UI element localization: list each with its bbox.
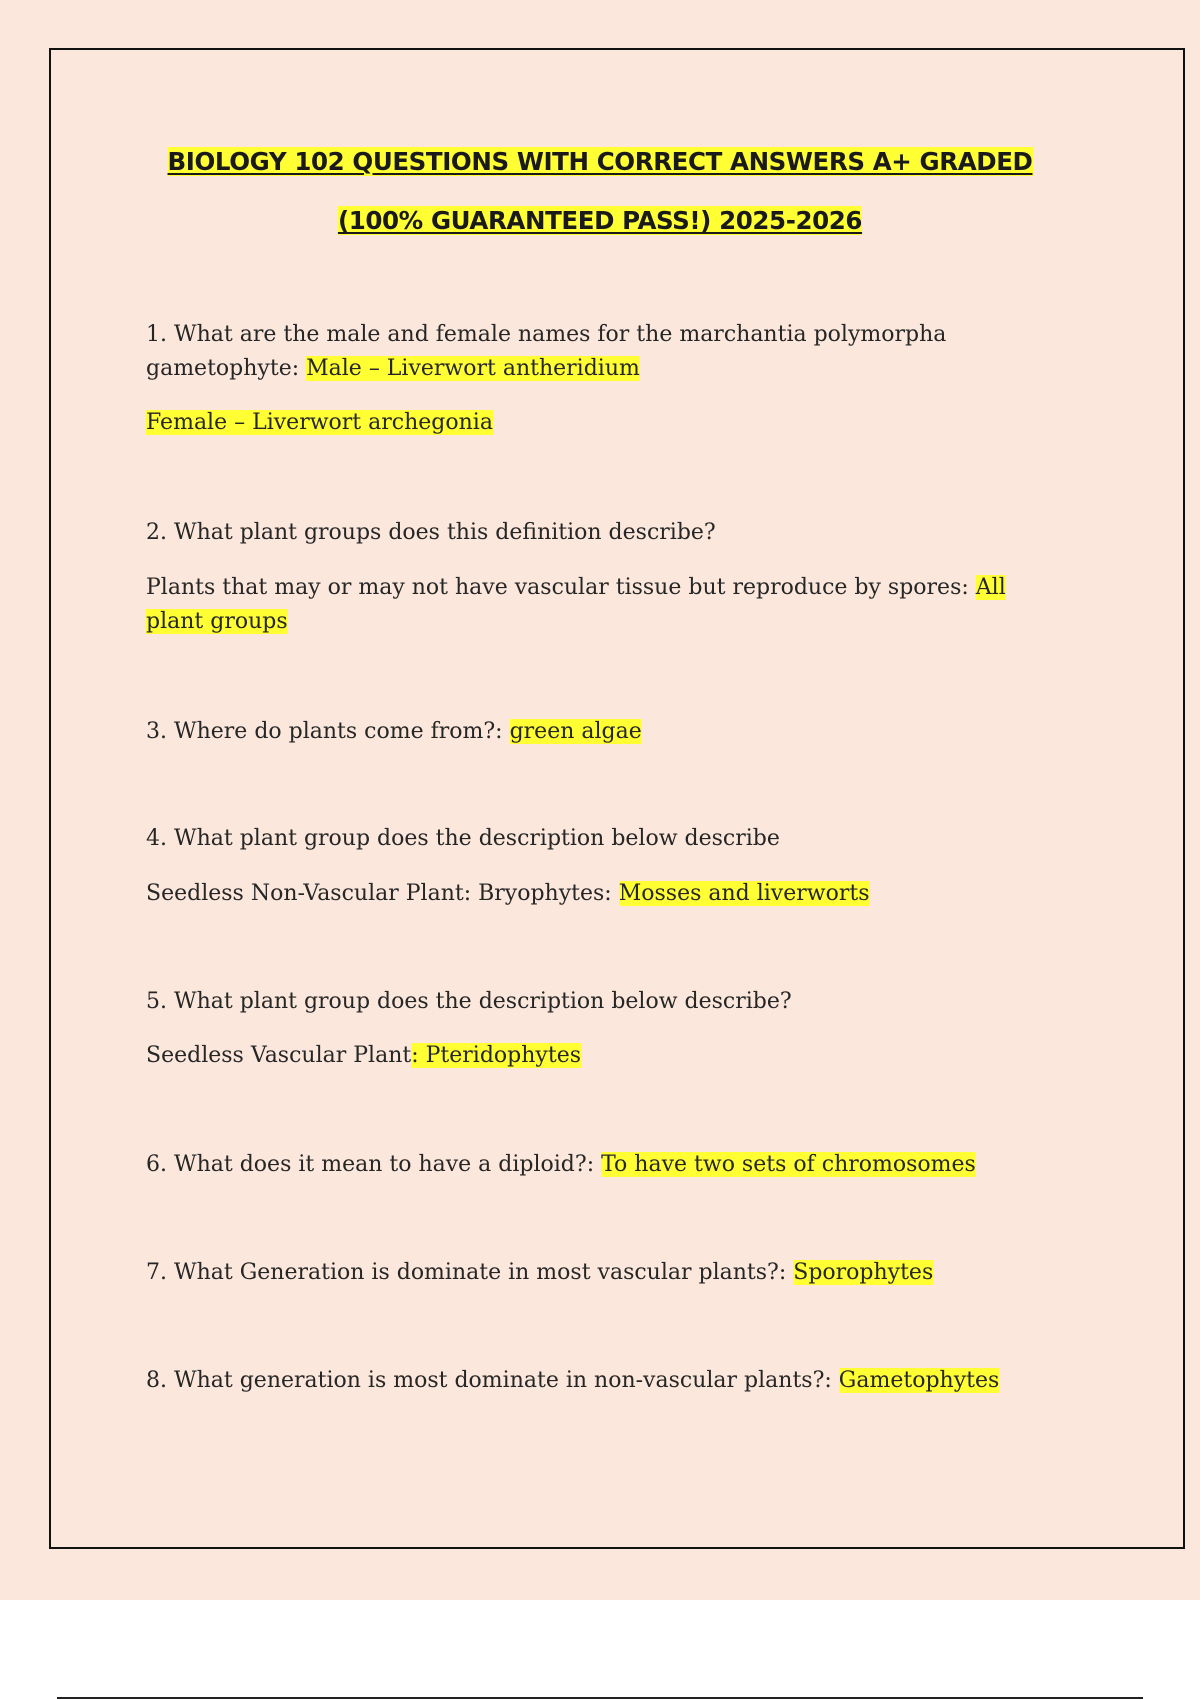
bottom-divider [57, 1697, 1143, 1699]
question-5-description-text: Seedless Vascular Plant [146, 1043, 412, 1068]
question-6-answer: To have two sets of chromosomes [601, 1152, 976, 1177]
question-1-text-line-2 [146, 352, 640, 386]
question-6-text: 6. What does it mean to have a diploid?: [146, 1152, 602, 1177]
question-2-description [146, 571, 1006, 605]
document-title-line-2 [0, 206, 1200, 235]
question-2-answer-part-2: plant groups [146, 609, 288, 634]
question-5-answer: : Pteridophytes [411, 1043, 581, 1068]
question-1-text-line-1: 1. What are the male and female names for the marchantia polymorpha [146, 322, 947, 347]
question-8-answer: Gametophytes [838, 1368, 1000, 1393]
question-7-text: 7. What Generation is dominate in most vascular plants?: [146, 1260, 794, 1285]
title-highlight-2: (100% GUARANTEED PASS!) 2025-2026 [337, 206, 863, 235]
title-highlight-1: BIOLOGY 102 QUESTIONS WITH CORRECT ANSWERS A+ GRADED [167, 147, 1033, 176]
question-8-line [146, 1364, 999, 1398]
question-4-description [146, 877, 870, 911]
question-2-answer-part-1: All [975, 575, 1006, 600]
question-3-answer: green algae [509, 719, 642, 744]
question-3-text: 3. Where do plants come from?: [146, 719, 510, 744]
question-7-line [146, 1256, 933, 1290]
question-2-answer-line-2 [146, 605, 288, 639]
question-4-description-text: Seedless Non-Vascular Plant: Bryophytes: [146, 881, 619, 906]
question-1-answer-male: Male – Liverwort antheridium [306, 356, 640, 381]
question-5-description [146, 1039, 581, 1073]
question-6-line [146, 1148, 976, 1182]
question-3-line [146, 715, 642, 749]
question-2-text: 2. What plant groups does this definition describe? [146, 520, 716, 545]
question-1-answer-line-2 [146, 406, 493, 440]
page-border [49, 48, 1185, 1549]
question-8-text: 8. What generation is most dominate in non-vascular plants?: [146, 1368, 839, 1393]
question-4-answer: Mosses and liverworts [618, 881, 870, 906]
document-title-line-1 [0, 147, 1200, 176]
question-4-text: 4. What plant group does the description below describe [146, 826, 780, 851]
question-2-description-text: Plants that may or may not have vascular tissue but reproduce by spores: [146, 575, 976, 600]
question-5-text: 5. What plant group does the description below describe? [146, 989, 792, 1014]
question-1-answer-female: Female – Liverwort archegonia [146, 410, 493, 435]
question-7-answer: Sporophytes [793, 1260, 934, 1285]
question-1-prefix: gametophyte: [146, 356, 307, 381]
